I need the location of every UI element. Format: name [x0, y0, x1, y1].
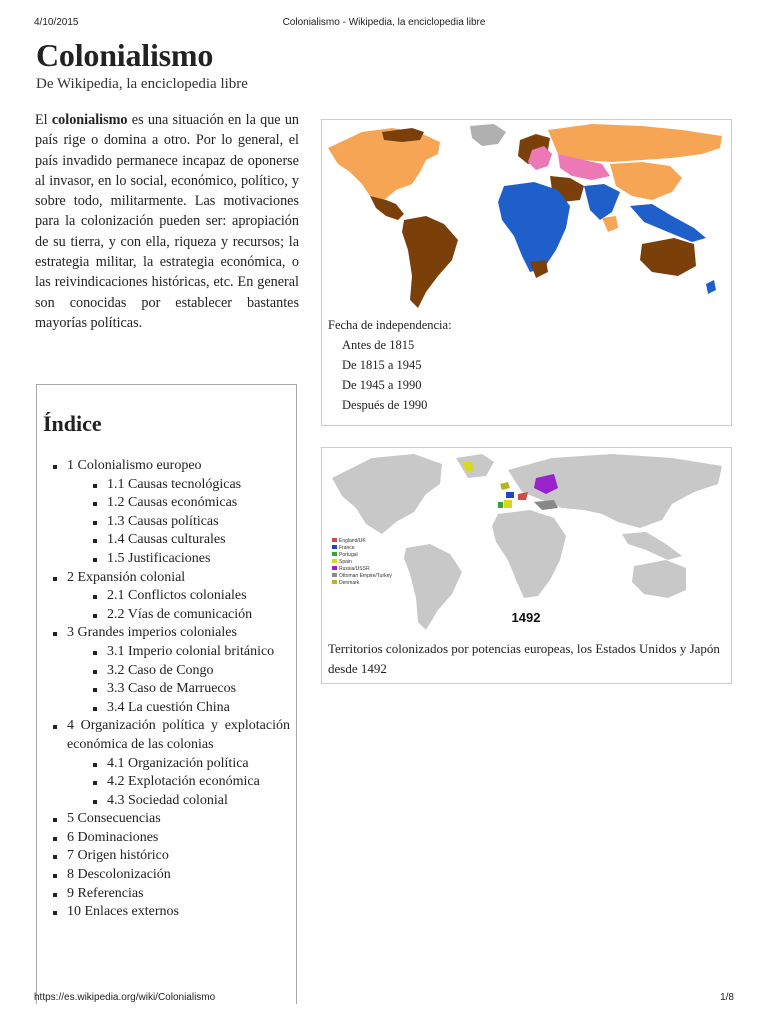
toc-item-4-3[interactable]: 4.3 Sociedad colonial — [107, 792, 290, 811]
toc-item-1-5[interactable]: 1.5 Justificaciones — [107, 550, 290, 569]
map-legend-swatch-5 — [332, 573, 337, 577]
toc-title: Índice — [43, 411, 102, 436]
intro-body: es una situación en la que un país rige o domina a otro. Por lo general, el país invadido permanece incapaz de oponerse al invasor, en lo social, económico, político, y sobre todo, militarmente. Las motivaciones para la colonización pueden ser: apropiación de su tierra, y con ella, riqueza y recursos; la estrategia militar, la estrategia económica, o las reivindicaciones históricas, etc. En general son conocidas por establecer bastantes mayorías políticas. — [35, 112, 300, 331]
toc-item-3[interactable]: 3 Grandes imperios coloniales 3.1 Imperio colonial británico 3.2 Caso de Congo 3.3 Caso de Marruecos 3.4 La cuestión China — [67, 624, 290, 717]
toc-list — [37, 457, 296, 922]
map-legend-swatch-2 — [332, 552, 337, 556]
map-legend-2: Portugal — [339, 552, 358, 558]
intro-lead: El — [35, 112, 52, 128]
map-legend-1: France — [339, 545, 355, 551]
toc-item-9[interactable]: 9 Referencias — [67, 885, 290, 904]
map-legend-6: Denmark — [339, 580, 360, 586]
toc-item-4[interactable]: 4 Organización política y explotación económica de las colonias 4.1 Organización política 4.2 Explotación económica 4.3 Sociedad colonial — [67, 717, 290, 810]
print-header — [0, 17, 768, 31]
legend-1945-1990: De 1945 a 1990 — [342, 378, 422, 392]
figure2-caption: Territorios colonizados por potencias europeas, los Estados Unidos y Japón desde 1492 — [328, 641, 720, 676]
toc-item-5[interactable]: 5 Consecuencias — [67, 810, 290, 829]
toc-item-3-2[interactable]: 3.2 Caso de Congo — [107, 662, 290, 681]
intro-paragraph — [35, 110, 299, 333]
map-legend-swatch-0 — [332, 538, 337, 542]
toc-item-1-1[interactable]: 1.1 Causas tecnológicas — [107, 476, 290, 495]
print-footer — [0, 992, 768, 1006]
map-legend-4: Russia/USSR — [339, 566, 370, 572]
map-legend-swatch-6 — [332, 580, 337, 584]
independence-map-figure — [321, 119, 732, 426]
toc-item-1-2[interactable]: 1.2 Causas económicas — [107, 494, 290, 513]
page-subtitle: De Wikipedia, la enciclopedia libre — [36, 76, 248, 92]
toc-item-3-1[interactable]: 3.1 Imperio colonial británico — [107, 643, 290, 662]
toc-item-2-1[interactable]: 2.1 Conflictos coloniales — [107, 587, 290, 606]
map-year: 1492 — [511, 610, 541, 625]
toc-item-1[interactable]: 1 Colonialismo europeo 1.1 Causas tecnológicas 1.2 Causas económicas 1.3 Causas políticas 1.4 Causas culturales 1.5 Justificaciones — [67, 457, 290, 569]
print-page-number: 1/8 — [720, 992, 734, 1003]
independence-world-map[interactable] — [322, 120, 731, 313]
toc-item-6[interactable]: 6 Dominaciones — [67, 829, 290, 848]
map-legend-swatch-4 — [332, 566, 337, 570]
toc-item-4-1[interactable]: 4.1 Organización política — [107, 755, 290, 774]
page-title: Colonialismo — [36, 37, 214, 73]
map-legend-swatch-3 — [332, 559, 337, 563]
legend-1815-1945: De 1815 a 1945 — [342, 358, 422, 372]
toc-item-8[interactable]: 8 Descolonización — [67, 866, 290, 885]
toc-item-2-2[interactable]: 2.2 Vías de comunicación — [107, 606, 290, 625]
colonization-map-figure — [321, 447, 732, 684]
toc-item-1-4[interactable]: 1.4 Causas culturales — [107, 531, 290, 550]
map-legend-swatch-1 — [332, 545, 337, 549]
colonization-world-map[interactable] — [322, 448, 731, 635]
toc-item-3-4[interactable]: 3.4 La cuestión China — [107, 699, 290, 718]
legend-before-1815: Antes de 1815 — [342, 338, 415, 352]
toc-item-10[interactable]: 10 Enlaces externos — [67, 903, 290, 922]
toc-item-1-3[interactable]: 1.3 Causas políticas — [107, 513, 290, 532]
toc-item-2[interactable]: 2 Expansión colonial 2.1 Conflictos coloniales 2.2 Vías de comunicación — [67, 569, 290, 625]
map-legend-5: Ottoman Empire/Turkey — [339, 573, 392, 579]
print-date: 4/10/2015 — [34, 17, 79, 28]
figure1-caption-title: Fecha de independencia: — [328, 318, 452, 332]
toc-item-7[interactable]: 7 Origen histórico — [67, 847, 290, 866]
toc-item-3-3[interactable]: 3.3 Caso de Marruecos — [107, 680, 290, 699]
legend-after-1990: Después de 1990 — [342, 398, 428, 412]
intro-term[interactable]: colonialismo — [51, 112, 128, 128]
print-title: Colonialismo - Wikipedia, la enciclopedia libre — [282, 17, 486, 28]
toc-item-4-2[interactable]: 4.2 Explotación económica — [107, 773, 290, 792]
table-of-contents — [36, 384, 297, 1004]
map-legend-3: Spain — [339, 559, 352, 565]
print-url[interactable]: https://es.wikipedia.org/wiki/Colonialismo — [34, 992, 216, 1003]
map-legend-0: England/UK — [339, 538, 366, 544]
